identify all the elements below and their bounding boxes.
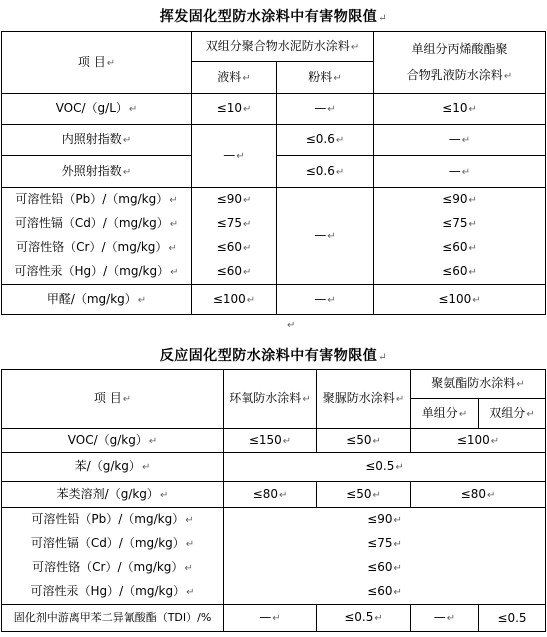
t1-external-powder: ≤0.6↵ xyxy=(277,156,374,188)
table1-title: 挥发固化型防水涂料中有害物限值↵ xyxy=(159,9,388,25)
t2-header-item: 项 目↵ xyxy=(2,370,224,429)
t1-metal-cr-liquid: ≤60↵ xyxy=(216,240,252,254)
t1-external-label: 外照射指数↵ xyxy=(2,156,192,188)
t1-metal-cr-label: 可溶性铬（Cr）/（mg/kg）↵ xyxy=(16,240,177,254)
t2-header-polyurea: 聚脲防水涂料↵ xyxy=(317,370,411,429)
t1-metal-cd-liquid: ≤75↵ xyxy=(216,216,252,230)
t1-external-single: —↵ xyxy=(374,156,546,188)
t1-internal-powder: ≤0.6↵ xyxy=(277,125,374,156)
t1-metals-liquid xyxy=(192,188,277,285)
t1-header-powder: 粉料↵ xyxy=(277,62,374,94)
t1-radiation-liquid: —↵ xyxy=(192,125,277,188)
t2-solvent-label: 苯类溶剂/（g/kg）↵ xyxy=(2,482,224,508)
t2-header-double: 双组分↵ xyxy=(479,399,546,429)
t2-tdi-epoxy: —↵ xyxy=(224,605,317,632)
t2-tdi-polyurea: ≤0.5↵ xyxy=(317,605,411,632)
t1-header-liquid: 液料↵ xyxy=(192,62,277,94)
t1-metals-labels xyxy=(2,188,192,285)
t2-metal-cd-value: ≤75↵ xyxy=(367,536,402,550)
t1-metal-cr-single: ≤60↵ xyxy=(442,240,477,254)
t2-voc-polyurea: ≤50↵ xyxy=(317,429,411,453)
t2-metal-cd-label: 可溶性镉（Cd）/（mg/kg）↵ xyxy=(30,536,195,550)
t2-header-single: 单组分↵ xyxy=(411,399,479,429)
table2-title: 反应固化型防水涂料中有害物限值↵ xyxy=(159,348,388,364)
t2-metals-labels xyxy=(2,508,224,605)
table2 xyxy=(1,369,546,632)
t1-metal-pb-label: 可溶性铅（Pb）/（mg/kg）↵ xyxy=(15,192,178,206)
t2-benzene-label: 苯/（g/kg）↵ xyxy=(2,453,224,482)
t2-solvent-polyurea: ≤50↵ xyxy=(317,482,411,508)
t1-metal-hg-single: ≤60↵ xyxy=(442,264,477,278)
t2-metal-pb-label: 可溶性铅（Pb）/（mg/kg）↵ xyxy=(31,512,194,526)
t2-benzene-value: ≤0.5↵ xyxy=(224,453,546,482)
t2-metal-cr-label: 可溶性铬（Cr）/（mg/kg）↵ xyxy=(32,560,193,574)
t1-metal-pb-single: ≤90↵ xyxy=(442,192,477,206)
t1-formaldehyde-single: ≤100↵ xyxy=(374,285,546,315)
paragraph-mark: ↵ xyxy=(287,320,296,331)
t1-formaldehyde-label: 甲醛/（mg/kg）↵ xyxy=(2,285,192,315)
t2-metal-cr-value: ≤60↵ xyxy=(367,560,402,574)
t1-metals-single xyxy=(374,188,546,285)
t1-metals-powder: —↵ xyxy=(277,188,374,285)
t1-metal-hg-label: 可溶性汞（Hg）/（mg/kg）↵ xyxy=(14,264,179,278)
t1-voc-powder: —↵ xyxy=(277,94,374,125)
t1-metal-cd-single: ≤75↵ xyxy=(442,216,477,230)
t2-metal-pb-value: ≤90↵ xyxy=(367,512,402,526)
t2-header-epoxy: 环氧防水涂料↵ xyxy=(224,370,317,429)
t1-header-item: 项 目↵ xyxy=(2,32,192,94)
t2-metals-values xyxy=(224,508,546,605)
t1-header-two-component: 双组分聚合物水泥防水涂料↵ xyxy=(192,32,374,62)
t2-voc-label: VOC/（g/kg）↵ xyxy=(2,429,224,453)
t1-header-single-component: 单组分丙烯酸酯聚 合物乳液防水涂料↵ xyxy=(374,32,546,94)
t2-tdi-double: ≤0.5 xyxy=(479,605,546,632)
t1-formaldehyde-liquid: ≤100↵ xyxy=(192,285,277,315)
t2-solvent-polyurethane: ≤80↵ xyxy=(411,482,546,508)
t2-metal-hg-value: ≤60↵ xyxy=(367,584,402,598)
t2-tdi-label: 固化剂中游离甲苯二异氰酸酯（TDI）/% xyxy=(2,605,224,632)
t2-solvent-epoxy: ≤80↵ xyxy=(224,482,317,508)
t2-voc-polyurethane: ≤100↵ xyxy=(411,429,546,453)
t1-metal-pb-liquid: ≤90↵ xyxy=(216,192,252,206)
t1-formaldehyde-powder: —↵ xyxy=(277,285,374,315)
t1-voc-single: ≤10↵ xyxy=(374,94,546,125)
t1-voc-liquid: ≤10↵ xyxy=(192,94,277,125)
t1-voc-label: VOC/（g/L）↵ xyxy=(2,94,192,125)
t1-metal-cd-label: 可溶性镉（Cd）/（mg/kg）↵ xyxy=(14,216,179,230)
t1-metal-hg-liquid: ≤60↵ xyxy=(216,264,252,278)
t2-voc-epoxy: ≤150↵ xyxy=(224,429,317,453)
table1 xyxy=(1,31,546,315)
t2-metal-hg-label: 可溶性汞（Hg）/（mg/kg）↵ xyxy=(30,584,195,598)
t2-tdi-single: —↵ xyxy=(411,605,479,632)
t1-internal-label: 内照射指数↵ xyxy=(2,125,192,156)
t1-internal-single: —↵ xyxy=(374,125,546,156)
t2-header-polyurethane: 聚氨酯防水涂料↵ xyxy=(411,370,546,399)
